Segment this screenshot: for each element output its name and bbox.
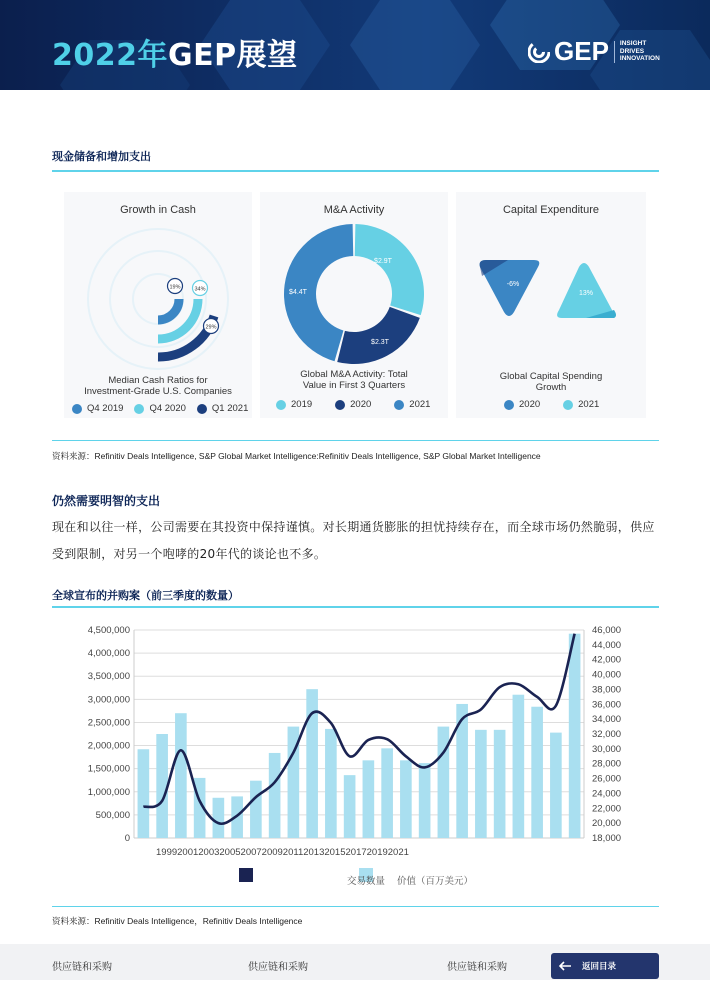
label-34: 34% xyxy=(194,286,206,293)
legend-dark-swatch xyxy=(239,868,253,882)
legend-swatch xyxy=(563,400,573,410)
ring-q4-2019 xyxy=(158,299,179,320)
footer-link-supply-chain[interactable]: 供应链和采购 xyxy=(248,962,308,973)
source-note-2: 资料来源：Refinitiv Deals Intelligence，Refinitiv Deals Intelligence xyxy=(52,916,303,926)
bar-deal-count xyxy=(344,775,356,838)
y-right-tick: 24,000 xyxy=(592,788,622,800)
back-to-contents-button[interactable] xyxy=(551,953,659,979)
label-2.9t: $2.9T xyxy=(374,258,392,265)
donut-slice-2020 xyxy=(337,307,420,364)
legend-label: Q1 2021 xyxy=(211,403,249,414)
legend-swatch xyxy=(335,400,345,410)
y-left-tick: 2,000,000 xyxy=(87,740,130,752)
back-button-label: 返回目录 xyxy=(582,962,617,972)
label-2.3t: $2.3T xyxy=(371,339,389,346)
y-right-tick: 28,000 xyxy=(592,758,622,770)
logo-divider xyxy=(614,41,615,63)
x-tick-labels: 199920012003200520072009201120132015201720192021 xyxy=(156,847,409,858)
bar-deal-count xyxy=(138,749,150,838)
bar-deal-count xyxy=(513,695,525,838)
legend-swatch xyxy=(134,404,144,414)
y-right-tick: 20,000 xyxy=(592,818,622,830)
y-left-tick: 500,000 xyxy=(95,809,130,821)
value-line xyxy=(143,634,574,824)
bar-deal-count xyxy=(531,707,543,838)
panel-ma-activity xyxy=(260,192,448,418)
y-right-tick: 32,000 xyxy=(592,729,622,740)
ma-combo-chart xyxy=(52,620,662,860)
arrow-left-icon xyxy=(558,961,572,971)
legend-label: 2019 xyxy=(291,399,313,410)
bar-deal-count xyxy=(156,734,168,838)
capex-legend xyxy=(504,399,599,410)
gep-logo xyxy=(528,36,660,67)
title-year: 2022年 xyxy=(52,38,168,73)
panel-title: Growth in Cash xyxy=(120,204,196,216)
cash-rings-chart xyxy=(64,222,252,372)
section-title-cash: 现金储备和增加支出 xyxy=(52,150,151,163)
legend-label: 2020 xyxy=(350,399,372,410)
source-divider xyxy=(52,906,659,907)
y-left-tick: 1,000,000 xyxy=(87,786,130,798)
body-paragraph: 现在和以往一样，公司需要在其投资中保持谨慎。对长期通货膨胀的担忧持续存在，而全球市场仍然脆弱，供应受到限制，对另一个咆哮的20年代的谈论也不多。 xyxy=(52,520,655,561)
bar-deal-count xyxy=(213,798,225,838)
label-19: 19% xyxy=(169,284,181,291)
bar-deal-count xyxy=(494,730,506,838)
legend-swatch xyxy=(394,400,404,410)
y-left-tick: 0 xyxy=(124,833,130,844)
legend-swatch xyxy=(72,404,82,414)
y-right-tick: 38,000 xyxy=(592,684,622,696)
y-right-tick: 34,000 xyxy=(592,714,622,726)
panel-caption xyxy=(64,375,252,397)
donut-slice-2019 xyxy=(355,224,424,315)
section-divider xyxy=(52,170,659,172)
y-right-tick: 26,000 xyxy=(592,773,622,785)
panel-title: M&A Activity xyxy=(323,204,385,216)
caption-line: Value in First 3 Quarters xyxy=(302,380,406,391)
page-title xyxy=(52,30,298,74)
tagline-line: INNOVATION xyxy=(619,55,660,63)
legend-line-label: 价值（百万美元） xyxy=(397,876,474,887)
legend-swatch xyxy=(504,400,514,410)
caption-line: Global Capital Spending xyxy=(499,371,603,382)
legend-swatch xyxy=(276,400,286,410)
legend-label: 2021 xyxy=(409,399,431,410)
footer-link-supply-chain[interactable]: 供应链和采购 xyxy=(52,962,112,973)
bar-deal-count xyxy=(419,763,431,838)
y-right-tick: 44,000 xyxy=(592,639,622,651)
y-right-tick: 42,000 xyxy=(592,654,622,666)
caption-line: Global M&A Activity: Total xyxy=(300,369,408,380)
panel-title: Capital Expenditure xyxy=(502,204,599,216)
legend-bar-label: 交易数量 xyxy=(347,876,386,887)
legend-swatch xyxy=(197,404,207,414)
bar-deal-count xyxy=(381,748,393,838)
capex-triangles xyxy=(456,232,646,352)
legend-label: Q4 2019 xyxy=(87,403,124,414)
footer-link-supply-chain[interactable]: 供应链和采购 xyxy=(447,962,507,973)
bar-deal-count xyxy=(550,733,562,838)
y-right-tick: 30,000 xyxy=(592,743,622,755)
panel-caption xyxy=(260,369,448,391)
bar-deal-count xyxy=(400,760,412,838)
caption-line: Investment-Grade U.S. Companies xyxy=(84,386,232,397)
y-left-tick: 3,000,000 xyxy=(87,694,130,706)
y-right-tick: 36,000 xyxy=(592,699,622,711)
bar-deal-count xyxy=(269,753,281,838)
source-note-1: 资料来源：Refinitiv Deals Intelligence, S&P Global Market Intelligence:Refinitiv Deals Intelligence, S&P Global Market Intelligence xyxy=(52,451,541,461)
panel-caption xyxy=(456,371,646,393)
panel-growth-in-cash xyxy=(64,192,252,418)
bar-deal-count xyxy=(325,729,337,838)
tagline-line: INSIGHT xyxy=(619,40,647,48)
source-divider xyxy=(52,440,659,441)
caption-line: Growth xyxy=(535,382,567,393)
legend-label: 2020 xyxy=(519,399,541,410)
y-right-tick: 46,000 xyxy=(592,625,622,636)
tagline-line: DRIVES xyxy=(619,47,645,55)
section-title-spending: 仍然需要明智的支出 xyxy=(52,494,161,508)
section-title-chart: 全球宣布的并购案（前三季度的数量） xyxy=(52,589,239,602)
y-left-tick: 1,500,000 xyxy=(87,763,130,775)
bar-deal-count xyxy=(363,760,375,838)
bar-deal-count xyxy=(475,730,487,838)
y-left-tick: 3,500,000 xyxy=(87,671,130,683)
page-header xyxy=(0,0,710,90)
label-minus-6: -6% xyxy=(506,281,520,288)
label-13: 13% xyxy=(578,290,594,297)
label-4.4t: $4.4T xyxy=(289,289,307,296)
caption-line: Median Cash Ratios for xyxy=(108,375,208,386)
panel-capital-expenditure xyxy=(456,192,646,418)
legend-label: 2021 xyxy=(578,399,600,410)
label-29: 29% xyxy=(205,324,217,331)
y-left-tick: 4,500,000 xyxy=(87,625,130,636)
title-rest: GEP展望 xyxy=(168,38,298,73)
logo-tagline xyxy=(620,40,660,63)
section-divider xyxy=(52,606,659,608)
y-right-tick: 18,000 xyxy=(592,833,622,844)
ma-legend xyxy=(276,399,430,410)
y-left-tick: 4,000,000 xyxy=(87,648,130,660)
gep-swirl-icon xyxy=(528,41,550,63)
cash-legend xyxy=(72,403,248,414)
ma-donut-chart xyxy=(260,220,448,370)
logo-text: GEP xyxy=(554,36,609,66)
bar-deal-count xyxy=(569,634,581,838)
bar-deal-count xyxy=(175,713,187,838)
y-left-tick: 2,500,000 xyxy=(87,717,130,729)
y-right-tick: 40,000 xyxy=(592,669,622,681)
y-right-tick: 22,000 xyxy=(592,803,622,815)
bar-deal-count xyxy=(250,781,262,838)
legend-label: Q4 2020 xyxy=(149,403,186,414)
